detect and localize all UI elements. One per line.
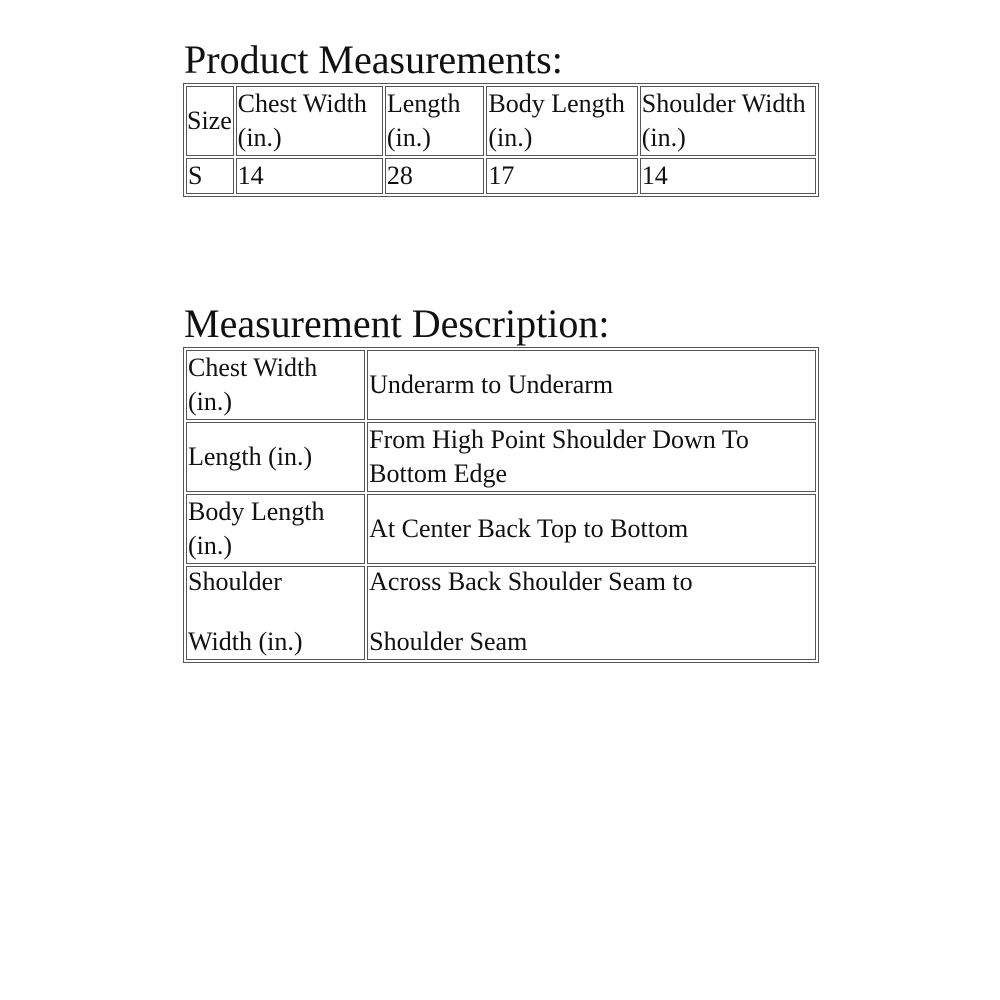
- desc-shoulder-line1: Across Back Shoulder Seam to: [369, 567, 693, 596]
- desc-body-length: At Center Back Top to Bottom: [367, 494, 816, 564]
- cell-shoulder-width: 14: [640, 158, 816, 194]
- header-size: Size: [186, 86, 234, 156]
- measurements-table: [183, 83, 819, 197]
- desc-length: From High Point Shoulder Down To Bottom Edge: [367, 422, 816, 492]
- desc-shoulder-width: [367, 566, 816, 660]
- desc-shoulder-line2: Shoulder Seam: [369, 627, 528, 656]
- desc-chest-width: Underarm to Underarm: [367, 350, 816, 420]
- table-row: [186, 422, 816, 492]
- table-row: [186, 566, 816, 660]
- product-measurements-title: Product Measurements:: [184, 37, 563, 82]
- header-chest-width: Chest Width (in.): [236, 86, 383, 156]
- term-length: Length (in.): [186, 422, 365, 492]
- header-length: Length (in.): [385, 86, 485, 156]
- term-body-length: Body Length (in.): [186, 494, 365, 564]
- term-shoulder-width: [186, 566, 365, 660]
- term-shoulder-line2: Width (in.): [188, 627, 303, 656]
- cell-body-length: 17: [486, 158, 637, 194]
- table-row: [186, 494, 816, 564]
- header-body-length: Body Length (in.): [486, 86, 637, 156]
- table-row: [186, 350, 816, 420]
- cell-length: 28: [385, 158, 485, 194]
- term-shoulder-line1: Shoulder: [188, 567, 282, 596]
- header-shoulder-width: Shoulder Width (in.): [640, 86, 816, 156]
- description-table: [183, 347, 819, 663]
- table-row: [186, 158, 816, 194]
- cell-size: S: [186, 158, 234, 194]
- cell-chest-width: 14: [236, 158, 383, 194]
- term-chest-width: Chest Width (in.): [186, 350, 365, 420]
- table-header-row: [186, 86, 816, 156]
- measurement-description-title: Measurement Description:: [184, 301, 610, 346]
